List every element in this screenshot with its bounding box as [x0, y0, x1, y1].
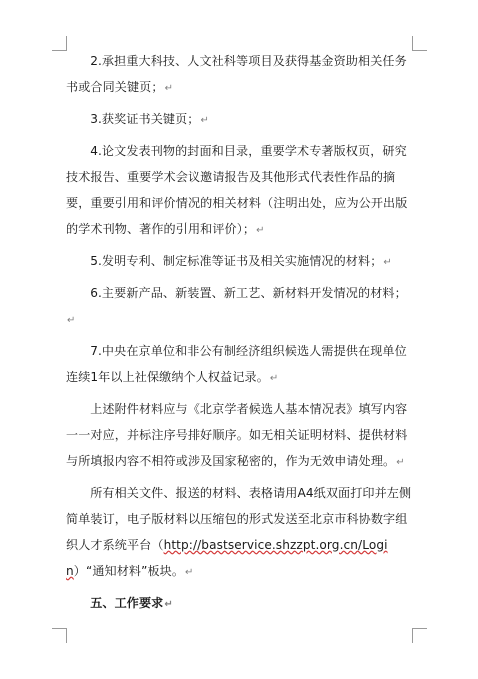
attachment-item-2: 2.承担重大科技、人文社科等项目及获得基金资助相关任务书或合同关键页；↵: [66, 54, 407, 94]
attachment-item-7: 7.中央在京单位和非公有制经济组织候选人需提供在现单位连续1年以上社保缴纳个人权益记录。↵: [66, 344, 407, 384]
paragraph-mark-icon: ↵: [185, 567, 194, 578]
section-heading-work-requirements: 五、工作要求↵: [90, 596, 173, 610]
paragraph-mark-icon: ↵: [396, 457, 405, 468]
attachment-item-4: 4.论文发表刊物的封面和目录，重要学术专著版权页，研究技术报告、重要学术会议邀请报告及其他形式代表性作品的摘要，重要引用和评价情况的相关材料（注明出处，应为公开出版的学术刊物、著作的引用和评价）；↵: [66, 144, 408, 236]
attachment-item-5: 5.发明专利、制定标准等证书及相关实施情况的材料；↵: [90, 254, 392, 268]
paragraph-mark-icon: ↵: [164, 599, 173, 610]
page-corner-mark-bottom-left: [52, 628, 67, 643]
paragraph-mark-icon: ↵: [200, 115, 209, 126]
attachment-item-6: 6.主要新产品、新装置、新工艺、新材料开发情况的材料；↵: [67, 286, 407, 326]
attachment-instructions: 上述附件材料应与《北京学者候选人基本情况表》填写内容一一对应，并标注序号排好顺序。如无相关证明材料、提供材料与所填报内容不相符或涉及国家秘密的，作为无效申请处理。↵: [66, 402, 408, 468]
paragraph-mark-icon: ↵: [164, 83, 174, 94]
paragraph-mark-icon: ↵: [383, 257, 392, 268]
attachment-item-3: 3.获奖证书关键页；↵: [90, 112, 209, 126]
submission-url-link[interactable]: http://bastservice.shzzpt.org.cn/Login: [66, 538, 388, 578]
submission-instructions: 所有相关文件、报送的材料、表格请用A4纸双面打印并左侧简单装订，电子版材料以压缩包的形式发送至北京市科协数字组织人才系统平台（http://bastservice.shzzpt.org.cn/Login）“通知材料”板块。↵: [66, 486, 412, 578]
paragraph-mark-icon: ↵: [269, 373, 279, 384]
paragraph-mark-icon: ↵: [256, 225, 265, 236]
paragraph-mark-icon: ↵: [67, 315, 76, 326]
page-corner-mark-top-left: [52, 36, 67, 51]
document-body: [66, 48, 416, 618]
page-corner-mark-bottom-right: [412, 628, 427, 643]
